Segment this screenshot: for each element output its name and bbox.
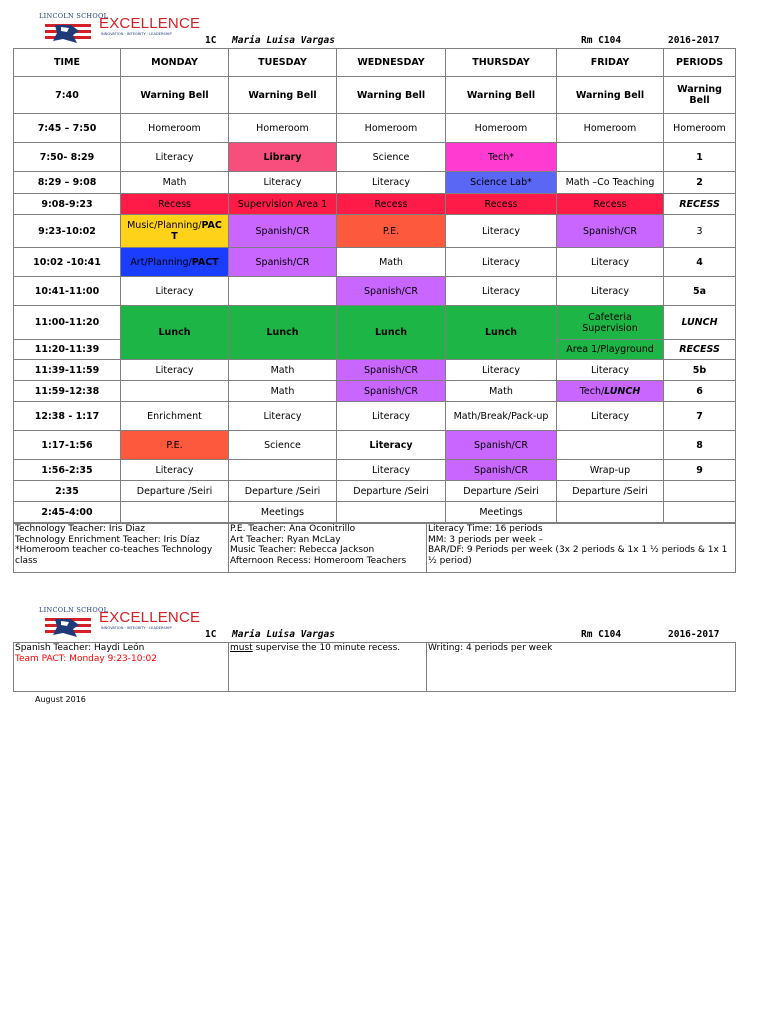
schedule-cell: Departure /Seiri (229, 481, 337, 502)
schedule-cell: Science (337, 143, 446, 172)
notes-table-continued (13, 642, 736, 692)
table-row (14, 431, 736, 460)
period-cell: 3 (664, 215, 736, 248)
period-cell: RECESS (664, 194, 736, 215)
table-row (14, 277, 736, 306)
schedule-cell: Math (229, 360, 337, 381)
schedule-cell-recess: Recess (121, 194, 229, 215)
notes-teachers-1: Technology Teacher: Iris Diaz Technology Enrichment Teacher: Iris Díaz *Homeroom teacher co-teaches Technology class (14, 524, 229, 573)
time-cell: 2:45-4:00 (14, 502, 121, 523)
table-row (14, 248, 736, 277)
schedule-cell: Literacy (557, 248, 664, 277)
col-header-time: TIME (14, 49, 121, 77)
schedule-cell: Literacy (337, 402, 446, 431)
table-row (14, 114, 736, 143)
table-row (14, 481, 736, 502)
period-cell: 2 (664, 172, 736, 194)
table-row (14, 381, 736, 402)
schedule-cell: Departure /Seiri (446, 481, 557, 502)
schedule-cell: Homeroom (446, 114, 557, 143)
schedule-cell-recess: Recess (557, 194, 664, 215)
time-cell: 1:56-2:35 (14, 460, 121, 481)
schedule-cell: Departure /Seiri (337, 481, 446, 502)
col-header-periods: PERIODS (664, 49, 736, 77)
schedule-cell: Homeroom (229, 114, 337, 143)
schedule-cell: Warning Bell (229, 77, 337, 114)
schedule-cell: Math (337, 248, 446, 277)
schedule-cell (337, 502, 446, 523)
page-header (13, 604, 735, 642)
col-header-thursday: THURSDAY (446, 49, 557, 77)
schedule-cell (557, 431, 664, 460)
schedule-cell: Math (121, 172, 229, 194)
schedule-cell: Departure /Seiri (557, 481, 664, 502)
period-cell: Warning Bell (664, 77, 736, 114)
schedule-cell: Warning Bell (337, 77, 446, 114)
period-cell (664, 481, 736, 502)
schedule-cell-recess: Recess (446, 194, 557, 215)
teacher-name: Maria Luisa Vargas (232, 35, 335, 46)
schedule-cell-lunch: Lunch (121, 306, 229, 360)
schedule-cell-pe: P.E. (121, 431, 229, 460)
schedule-cell-spanish: Spanish/CR (337, 277, 446, 306)
schedule-cell-art: Art/Planning/PACT (121, 248, 229, 277)
schedule-cell: Enrichment (121, 402, 229, 431)
school-year: 2016-2017 (668, 629, 720, 640)
schedule-cell (557, 502, 664, 523)
time-cell: 11:00-11:20 (14, 306, 121, 340)
time-cell: 11:39-11:59 (14, 360, 121, 381)
notes-spanish-pact: Spanish Teacher: Haydi León Team PACT: Monday 9:23-10:02 (14, 643, 229, 692)
schedule-cell: Math/Break/Pack-up (446, 402, 557, 431)
schedule-cell: Literacy (446, 215, 557, 248)
time-cell: 7:40 (14, 77, 121, 114)
period-cell: RECESS (664, 340, 736, 360)
schedule-cell-spanish: Spanish/CR (337, 360, 446, 381)
period-cell: LUNCH (664, 306, 736, 340)
schedule-cell: Homeroom (337, 114, 446, 143)
grade-label: 1C (205, 629, 217, 640)
col-header-monday: MONDAY (121, 49, 229, 77)
grade-label: 1C (205, 35, 217, 46)
schedule-cell-lunch: Lunch (446, 306, 557, 360)
schedule-cell: Warning Bell (446, 77, 557, 114)
room-label: Rm C104 (581, 629, 622, 640)
col-header-friday: FRIDAY (557, 49, 664, 77)
table-row (14, 172, 736, 194)
table-row (14, 460, 736, 481)
time-cell: 1:17-1:56 (14, 431, 121, 460)
schedule-cell (121, 502, 229, 523)
room-label: Rm C104 (581, 35, 622, 46)
table-row (14, 306, 736, 340)
time-cell: 8:29 – 9:08 (14, 172, 121, 194)
schedule-cell: Literacy (121, 143, 229, 172)
schedule-cell-recess: Recess (337, 194, 446, 215)
schedule-cell: Literacy (557, 277, 664, 306)
schedule-cell-spanish: Spanish/CR (446, 431, 557, 460)
teacher-name: Maria Luisa Vargas (232, 629, 335, 640)
period-cell: 7 (664, 402, 736, 431)
period-cell: 1 (664, 143, 736, 172)
schedule-cell: Literacy (557, 402, 664, 431)
period-cell: 4 (664, 248, 736, 277)
table-row (14, 143, 736, 172)
table-row (14, 215, 736, 248)
schedule-cell-library: Library (229, 143, 337, 172)
time-cell: 12:38 - 1:17 (14, 402, 121, 431)
schedule-cell: Literacy (121, 460, 229, 481)
col-header-wednesday: WEDNESDAY (337, 49, 446, 77)
table-row (14, 402, 736, 431)
schedule-cell-spanish: Spanish/CR (557, 215, 664, 248)
period-cell: 9 (664, 460, 736, 481)
schedule-cell: Math (446, 381, 557, 402)
time-cell: 11:20-11:39 (14, 340, 121, 360)
schedule-cell: Literacy (337, 172, 446, 194)
weekly-schedule-table (13, 48, 736, 523)
school-logo: LINCOLN SCHOOL EXCELLENCE INNOVATION · INTEGRITY · LEADERSHIP (35, 604, 185, 640)
period-cell: 8 (664, 431, 736, 460)
schedule-cell (229, 460, 337, 481)
schedule-cell: Wrap-up (557, 460, 664, 481)
schedule-page-1 (13, 10, 735, 573)
table-row (14, 502, 736, 523)
schedule-cell: Warning Bell (121, 77, 229, 114)
time-cell: 2:35 (14, 481, 121, 502)
schedule-cell: Literacy (557, 360, 664, 381)
schedule-cell-spanish: Spanish/CR (446, 460, 557, 481)
schedule-cell-spanish: Spanish/CR (337, 381, 446, 402)
schedule-cell: Meetings (229, 502, 337, 523)
schedule-cell-music: Music/Planning/PAC T (121, 215, 229, 248)
notes-teachers-2: P.E. Teacher: Ana Oconitrillo Art Teacher: Ryan McLay Music Teacher: Rebecca Jackson Afternoon Recess: Homeroom Teachers (229, 524, 427, 573)
time-cell: 7:50- 8:29 (14, 143, 121, 172)
table-row (14, 360, 736, 381)
schedule-cell-science-lab: Science Lab* (446, 172, 557, 194)
time-cell: 10:41-11:00 (14, 277, 121, 306)
notes-table (13, 523, 736, 573)
time-cell: 10:02 -10:41 (14, 248, 121, 277)
schedule-cell: Warning Bell (557, 77, 664, 114)
schedule-cell-spanish: Spanish/CR (229, 215, 337, 248)
schedule-cell-lunch: Lunch (229, 306, 337, 360)
schedule-cell: Meetings (446, 502, 557, 523)
period-cell: 6 (664, 381, 736, 402)
period-cell: Homeroom (664, 114, 736, 143)
schedule-cell: Math –Co Teaching (557, 172, 664, 194)
schedule-cell (121, 381, 229, 402)
time-cell: 9:23-10:02 (14, 215, 121, 248)
page-header (13, 10, 735, 48)
notes-writing: Writing: 4 periods per week (427, 643, 736, 692)
schedule-cell-spanish: Spanish/CR (229, 248, 337, 277)
schedule-cell: Math (229, 381, 337, 402)
schedule-cell: Literacy (446, 248, 557, 277)
schedule-cell: Literacy (446, 277, 557, 306)
schedule-cell: Literacy (337, 431, 446, 460)
schedule-cell: Literacy (229, 402, 337, 431)
schedule-cell: Literacy (229, 172, 337, 194)
schedule-cell-supervision: Supervision Area 1 (229, 194, 337, 215)
schedule-cell: Departure /Seiri (121, 481, 229, 502)
schedule-cell-cafeteria: Cafeteria Supervision (557, 306, 664, 340)
schedule-cell: Homeroom (121, 114, 229, 143)
table-header-row (14, 49, 736, 77)
schedule-cell (229, 277, 337, 306)
period-cell (664, 502, 736, 523)
schedule-cell-pe: P.E. (337, 215, 446, 248)
schedule-cell-tech-lunch: Tech/LUNCH (557, 381, 664, 402)
school-logo: LINCOLN SCHOOL EXCELLENCE INNOVATION · INTEGRITY · LEADERSHIP (35, 10, 185, 46)
school-year: 2016-2017 (668, 35, 720, 46)
schedule-cell: Literacy (446, 360, 557, 381)
schedule-cell-tech: Tech* (446, 143, 557, 172)
time-cell: 7:45 – 7:50 (14, 114, 121, 143)
col-header-tuesday: TUESDAY (229, 49, 337, 77)
schedule-cell (557, 143, 664, 172)
schedule-cell: Science (229, 431, 337, 460)
notes-recess-supervision: must supervise the 10 minute recess. (229, 643, 427, 692)
schedule-cell: Homeroom (557, 114, 664, 143)
period-cell: 5a (664, 277, 736, 306)
schedule-cell: Literacy (121, 277, 229, 306)
schedule-cell: Literacy (121, 360, 229, 381)
period-cell: 5b (664, 360, 736, 381)
schedule-cell: Literacy (337, 460, 446, 481)
table-row (14, 77, 736, 114)
time-cell: 9:08-9:23 (14, 194, 121, 215)
footer-date: August 2016 (35, 695, 86, 704)
notes-periods: Literacy Time: 16 periods MM: 3 periods per week – BAR/DF: 9 Periods per week (3x 2 periods & 1x 1 ½ periods & 1x 1 ½ period) (427, 524, 736, 573)
schedule-cell-lunch: Lunch (337, 306, 446, 360)
schedule-cell-playground: Area 1/Playground (557, 340, 664, 360)
table-row (14, 194, 736, 215)
schedule-page-2 (13, 604, 735, 692)
time-cell: 11:59-12:38 (14, 381, 121, 402)
